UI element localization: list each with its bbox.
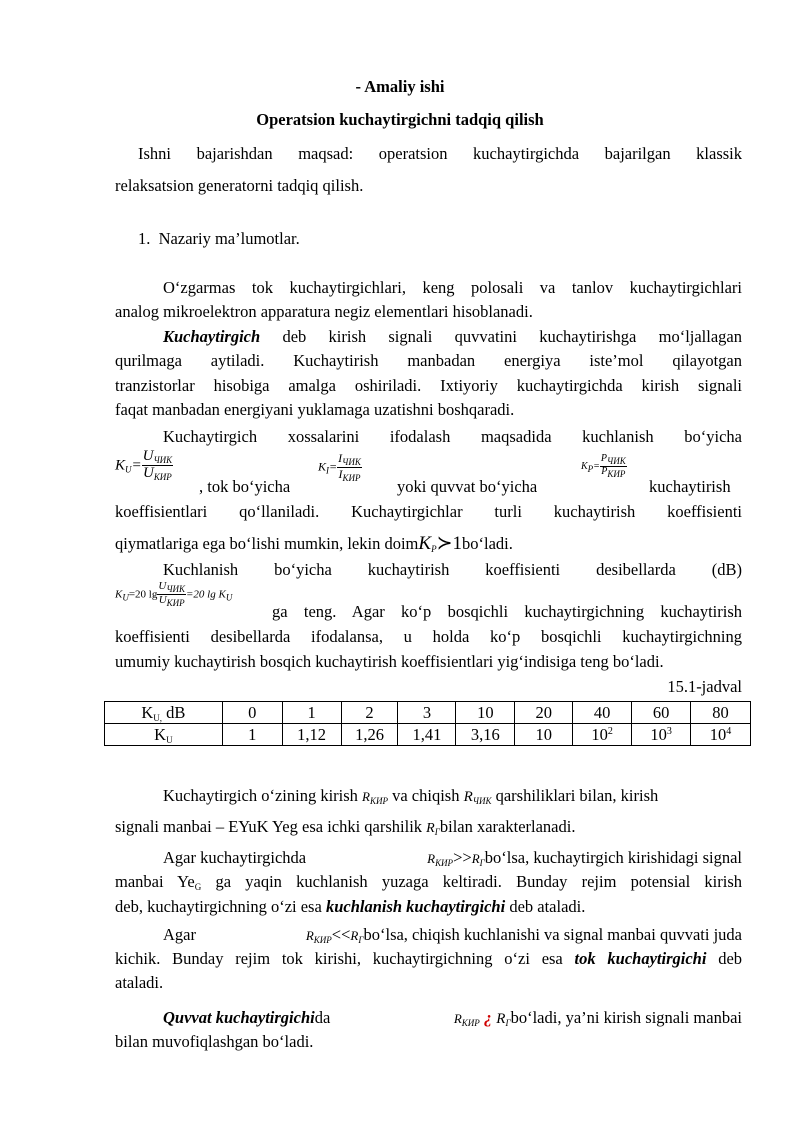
formula-ku-num-sub: ЧИК bbox=[153, 455, 173, 465]
formula-ku-db-fraction bbox=[157, 581, 186, 609]
table-cell: 1,41 bbox=[398, 724, 456, 746]
table-cell bbox=[691, 724, 751, 746]
p6-op: >> bbox=[453, 848, 472, 867]
formula-ku-den: U bbox=[142, 465, 154, 482]
row-ku-label-sub: U bbox=[166, 734, 173, 745]
p2-line-1 bbox=[163, 327, 742, 347]
p7-text-a: Agar bbox=[163, 925, 196, 944]
r-g-sub: Г bbox=[434, 827, 440, 837]
row-db-label bbox=[105, 702, 223, 724]
table-cell: 10 bbox=[456, 702, 515, 724]
term-kuchlanish-kuchaytirgichi: kuchlanish kuchaytirgichi bbox=[325, 897, 506, 916]
formula-ku-db-k: K bbox=[115, 588, 123, 601]
term-tok-kuchaytirgichi: tok kuchaytirgichi bbox=[574, 949, 707, 968]
p1-line-2: analog mikroelektron apparatura negiz elementlari hisoblanadi. bbox=[115, 302, 533, 321]
topic-title: Operatsion kuchaytirgichni tadqiq qilish bbox=[256, 110, 544, 129]
formula-ki-lhs-sub: I bbox=[326, 465, 330, 476]
r-g-r: R bbox=[426, 821, 435, 836]
p3-line-4-b: bo‘ladi. bbox=[461, 534, 513, 553]
p6-line-2-b: ga yaqin kuchlanish yuzaga keltiradi. Bunday rejim potensial kirish bbox=[201, 872, 742, 891]
formula-kp-gt-1 bbox=[418, 533, 462, 554]
p6-line-2-sub: G bbox=[194, 882, 202, 892]
text-quvvat-boyicha: yoki quvvat bo‘yicha bbox=[397, 477, 538, 496]
p3-line-1: Kuchaytirgich xossalarini ifodalash maqsadida kuchlanish bo‘yicha bbox=[163, 427, 742, 446]
term-kuchaytirgich: Kuchaytirgich bbox=[163, 327, 261, 346]
pow-exp: 4 bbox=[726, 725, 732, 737]
table-cell: 1,12 bbox=[282, 724, 341, 746]
section-title: Nazariy ma’lumotlar. bbox=[158, 229, 300, 248]
p6-r-kir-sub: КИР bbox=[435, 858, 454, 868]
formula-kp: KP= $\frac{\text{PЧИК}}{\text{PКИР}}$ bbox=[581, 453, 626, 480]
table-cell bbox=[632, 724, 691, 746]
text-tok-boyicha: , tok bo‘yicha bbox=[199, 477, 291, 496]
formula-ku-den-sub: КИР bbox=[153, 472, 172, 483]
p8-r-g-sub: Г bbox=[505, 1018, 511, 1028]
formula-kp-den-sub: КИР bbox=[607, 469, 626, 480]
formula-ku: $K_U=$ $\frac{U_{ЧИК}}{U_{КИР}}$ bbox=[115, 448, 173, 483]
text-kuchaytirish: kuchaytirish bbox=[649, 477, 731, 496]
table-cell: 60 bbox=[632, 702, 691, 724]
formula-kp-lhs-sub: P bbox=[587, 464, 594, 475]
p6-r-kir: R bbox=[427, 851, 436, 866]
p6-r-g: R bbox=[471, 851, 480, 866]
formula-kp-num: P bbox=[600, 453, 608, 464]
p2-line-3: tranzistorlar hisobiga amalga oshiriladi. Ixtiyoriy kuchaytirgichda kirish signali bbox=[115, 376, 742, 395]
formula-ku-db-20lg: =20 lg bbox=[128, 588, 158, 601]
pow-base: 10 bbox=[709, 724, 727, 744]
p6-line-1 bbox=[163, 848, 742, 868]
formula-kp-den: P bbox=[601, 466, 608, 478]
pow-base: 10 bbox=[591, 724, 608, 744]
p5-text-b: va chiqish bbox=[392, 786, 460, 805]
formula-kp-fraction bbox=[600, 454, 627, 480]
row-ku-label-main: K bbox=[154, 724, 167, 744]
table-cell bbox=[573, 724, 632, 746]
formula-kp-lhs: K bbox=[581, 461, 588, 473]
data-table bbox=[104, 701, 751, 746]
row-ku-label bbox=[105, 724, 223, 746]
row-db-label-sub: U, bbox=[153, 712, 163, 723]
formula-ku-db-k-sub: U bbox=[122, 592, 129, 603]
p7-line-3: ataladi. bbox=[115, 973, 164, 992]
p5-line-2 bbox=[115, 817, 575, 837]
r-kir-symbol bbox=[362, 789, 388, 804]
r-kir-sub: КИР bbox=[369, 796, 388, 806]
p3-line-3: koeffisientlari qo‘llaniladi. Kuchaytirgichlar turli kuchaytirish koeffisienti bbox=[115, 502, 742, 521]
p4-line-1: Kuchlanish bo‘yicha kuchaytirish koeffisienti desibellarda (dB) bbox=[163, 560, 742, 579]
p8-line-1 bbox=[163, 1008, 742, 1028]
formula-ki-den-sub: КИР bbox=[342, 473, 361, 484]
pow-exp: 2 bbox=[607, 725, 613, 737]
table-cell: 3,16 bbox=[456, 724, 515, 746]
r-kir-r: R bbox=[362, 789, 370, 804]
formula-ki-num: I bbox=[338, 451, 343, 465]
formula-ku-lhs-sub: U bbox=[125, 464, 132, 475]
p5-line-2-a: signali manbai – EYuK Yeg esa ichki qarshilik bbox=[115, 817, 423, 836]
goal-line-1: Ishni bajarishdan maqsad: operatsion kuchaytirgichda bajarilgan klassik bbox=[138, 144, 742, 163]
table-caption: 15.1-jadval bbox=[667, 677, 742, 696]
p6-inequality bbox=[427, 848, 742, 868]
table-cell: 10 bbox=[515, 724, 573, 746]
p8-line-2: bilan muvofiqlashgan bo‘ladi. bbox=[115, 1032, 314, 1051]
table-cell: 20 bbox=[515, 702, 573, 724]
p6-r-g-sub: Г bbox=[479, 858, 485, 868]
p1-line-1: O‘zgarmas tok kuchaytirgichlari, keng polosali va tanlov kuchaytirgichlari bbox=[163, 278, 742, 297]
p7-line-2-b: deb bbox=[718, 949, 743, 968]
p8-op: ¿ bbox=[483, 1008, 493, 1027]
p6-line-3-a: deb, kuchaytirgichning o‘zi esa bbox=[115, 897, 322, 916]
formula-ku-db-den-sub: КИР bbox=[166, 598, 185, 609]
pow-base: 10 bbox=[650, 724, 667, 744]
formula-ki-den: I bbox=[338, 467, 343, 482]
p5-text-c: qarshiliklari bilan, kirish bbox=[495, 786, 659, 805]
p6-line-3 bbox=[115, 897, 585, 917]
formula-kp-gt-1-sub: P bbox=[431, 544, 437, 554]
table-cell: 40 bbox=[573, 702, 632, 724]
table-cell: 1 bbox=[282, 702, 341, 724]
formula-ku-num: U bbox=[142, 448, 154, 464]
formula-ku-fraction bbox=[142, 449, 174, 483]
p6-text-b: bo‘lsa, kuchaytirgich kirishidagi signal bbox=[484, 848, 742, 867]
p7-op: << bbox=[331, 925, 351, 944]
formula-ku-db-den: U bbox=[158, 594, 167, 607]
table-cell: 1 bbox=[222, 724, 282, 746]
p8-text-b: bo‘ladi, ya’ni kirish signali manbai bbox=[510, 1008, 742, 1027]
p8-equality bbox=[454, 1008, 742, 1028]
p7-line-2 bbox=[115, 949, 742, 969]
p8-r-kir: R bbox=[453, 1011, 462, 1026]
p7-line-1 bbox=[163, 925, 742, 945]
formula-ki: $K_I=$ $\frac{I_{ЧИК}}{I_{КИР}}$ bbox=[318, 451, 361, 484]
p7-r-kir: R bbox=[305, 928, 314, 943]
goal-line-2: relaksatsion generatorni tadqiq qilish. bbox=[115, 176, 364, 195]
p2-line-1-rest: deb kirish signali quvvatini kuchaytirishga mo‘ljallagan bbox=[282, 327, 742, 346]
table-cell: 0 bbox=[222, 702, 282, 724]
section-heading bbox=[138, 229, 300, 249]
formula-kp-gt-1-rest: ≻1 bbox=[436, 533, 462, 554]
p4-line-2-rest: ga teng. Agar ko‘p bosqichli kuchaytirgichning kuchaytirish bbox=[272, 602, 742, 621]
p8-term-suffix: da bbox=[314, 1008, 331, 1027]
p7-text-b: bo‘lsa, chiqish kuchlanishi va signal manbai quvvati juda bbox=[363, 925, 742, 944]
term-quvvat-kuchaytirgichi: Quvvat kuchaytirgichi bbox=[163, 1008, 315, 1027]
table-cell: 80 bbox=[691, 702, 751, 724]
p8-r-kir-sub: КИР bbox=[461, 1018, 480, 1028]
p2-line-4: faqat manbadan energiyani yuklamaga uzatishni boshqaradi. bbox=[115, 400, 515, 419]
formula-ku-db-rhs-sub: U bbox=[225, 592, 233, 603]
p3-line-4 bbox=[115, 532, 513, 555]
p7-r-kir-sub: КИР bbox=[313, 935, 332, 945]
p6-line-2 bbox=[115, 872, 742, 892]
p7-r-g: R bbox=[350, 928, 359, 943]
r-chik-sub: ЧИК bbox=[472, 796, 492, 806]
p7-inequality bbox=[306, 925, 742, 945]
r-chik-r: R bbox=[463, 789, 473, 805]
formula-ki-lhs: K bbox=[318, 459, 327, 474]
p3-line-4-a: qiymatlariga ega bo‘lishi mumkin, lekin doim bbox=[115, 534, 419, 553]
formula-ki-num-sub: ЧИК bbox=[342, 457, 361, 467]
p4-line-3: koeffisienti desibellarda ifodalansa, u holda ko‘p bosqichli kuchaytirgichning bbox=[115, 627, 742, 646]
formula-ku-db-num-sub: ЧИК bbox=[166, 584, 185, 594]
formula-kp-num-sub: ЧИК bbox=[607, 456, 626, 466]
table-cell: 2 bbox=[341, 702, 398, 724]
formula-ku-db bbox=[115, 581, 232, 609]
table-cell: 3 bbox=[398, 702, 456, 724]
row-db-label-main: K bbox=[141, 702, 154, 722]
table-row-db bbox=[105, 702, 751, 724]
p7-r-g-sub: Г bbox=[358, 935, 364, 945]
formula-ku-db-num: U bbox=[158, 580, 167, 592]
row-db-label-unit: dB bbox=[162, 702, 186, 722]
r-chik-symbol bbox=[464, 789, 492, 805]
p8-r-g: R bbox=[496, 1011, 506, 1027]
formula-kp-gt-1-k: K bbox=[418, 533, 432, 554]
work-title: - Amaliy ishi bbox=[355, 77, 445, 96]
table-row-ku bbox=[105, 724, 751, 746]
formula-ku-lhs: K bbox=[115, 457, 126, 474]
p5-line-2-b: bilan xarakterlanadi. bbox=[439, 817, 576, 836]
p2-line-2: qurilmaga aytiladi. Kuchaytirish manbadan energiya iste’mol qilayotgan bbox=[115, 351, 742, 370]
r-g-symbol bbox=[426, 821, 440, 836]
formula-ki-fraction bbox=[337, 452, 362, 484]
p8-term-wrap bbox=[163, 1008, 330, 1028]
pow-exp: 3 bbox=[666, 725, 672, 737]
p6-line-3-b: deb ataladi. bbox=[509, 897, 586, 916]
p6-line-2-a: manbai Ye bbox=[115, 872, 195, 891]
p6-text-a: Agar kuchaytirgichda bbox=[163, 848, 307, 867]
section-number: 1. bbox=[138, 229, 151, 248]
p4-line-4: umumiy kuchaytirish bosqich kuchaytirish koeffisientlari yig‘indisiga teng bo‘ladi. bbox=[115, 652, 664, 671]
p7-line-2-a: kichik. Bunday rejim tok kirishi, kuchaytirgichning o‘zi esa bbox=[115, 949, 563, 968]
p5-line-1 bbox=[163, 786, 658, 806]
formula-ku-db-rhs: =20 lg K bbox=[186, 588, 226, 601]
table-cell: 1,26 bbox=[341, 724, 398, 746]
p5-text-a: Kuchaytirgich o‘zining kirish bbox=[163, 786, 358, 805]
